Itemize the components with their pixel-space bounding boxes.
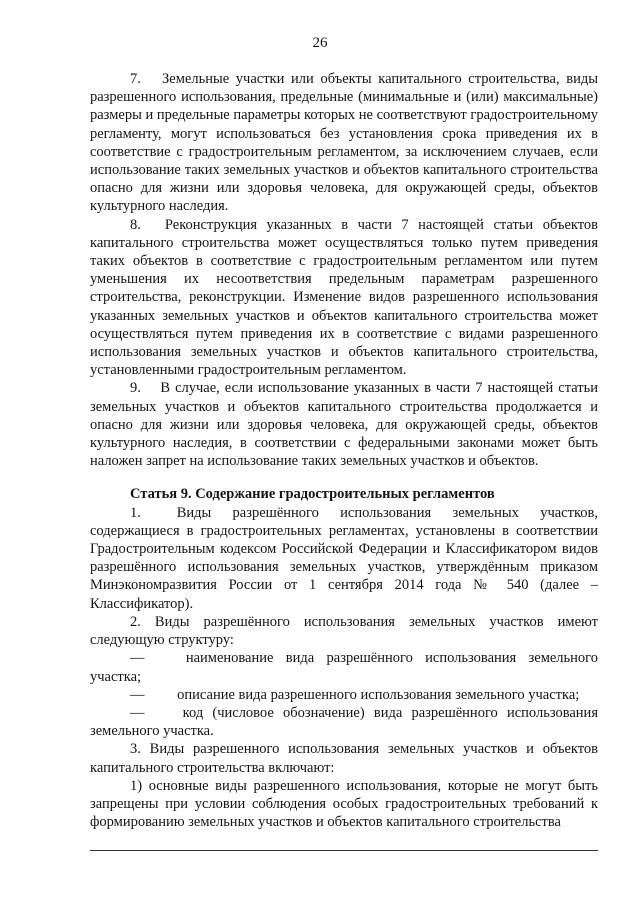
article-9-item-3-subitem-1: 1) основные виды разрешенного использования, которые не могут быть запрещены при условии соблюдения особых градостроительных требований к формированию земельных участков и объектов капитального строительства [90, 777, 598, 831]
structure-dash-item-description: — описание вида разрешенного использования земельного участка; [130, 686, 580, 703]
article-9-heading: Статья 9. Содержание градостроительных регламентов [130, 486, 495, 503]
structure-dash-item-code: — код (числовое обозначение) вида разрешённого использования земельного участка. [90, 704, 598, 740]
paragraph-9: 9. В случае, если использование указанных в части 7 настоящей статьи земельных участков и объектов капитального строительства продолжается и опасно для жизни или здоровья человека, для окружающей среды, объектов культурного наследия, в соответствии с федеральными законами может быть наложен запрет на использование таких земельных участков и объектов. [90, 380, 598, 470]
article-9-item-3: 3. Виды разрешенного использования земельных участков и объектов капитального строительства включают: [90, 741, 598, 776]
article-9-item-2: 2. Виды разрешённого использования земельных участков имеют следующую структуру: [90, 613, 598, 649]
footer-divider [90, 850, 598, 851]
article-9-item-1: 1. Виды разрешённого использования земельных участков, содержащиеся в градостроительных регламентах, установлены в соответствии Градостроительным кодексом Российской Федерации и Классификатором видов разрешённого использования земельных участков, утверждённым приказом Минэкономразвития России от 1 сентября 2014 года № 540 (далее – Классификатор). [90, 504, 598, 612]
structure-dash-item-name: — наименование вида разрешённого использования земельного участка; [90, 650, 598, 685]
document-body [90, 70, 598, 831]
paragraph-8: 8. Реконструкция указанных в части 7 настоящей статьи объектов капитального строительства может осуществляться только путем приведения таких объектов в соответствие с градостроительным регламентом или путем уменьшения их несоответствия предельным параметрам разрешенного строительства, реконструкции. Изменение видов разрешенного использования указанных земельных участков и объектов капитального строительства может осуществляться путем приведения их в соответствие с видами разрешенного использования земельных участков и объектов капитального строительства, установленными градостроительным регламентом. [90, 216, 598, 379]
page-number: 26 [312, 35, 328, 51]
paragraph-7: 7. Земельные участки или объекты капитального строительства, виды разрешенного использования, предельные (минимальные и (или) максимальные) размеры и предельные параметры которых не соответствуют градостроительному регламенту, могут использоваться без установления срока приведения их в соответствие с градостроительным регламентом, за исключением случаев, если использование таких земельных участков и объектов капитального строительства опасно для жизни или здоровья человека, для окружающей среды, объектов культурного наследия. [90, 71, 598, 215]
